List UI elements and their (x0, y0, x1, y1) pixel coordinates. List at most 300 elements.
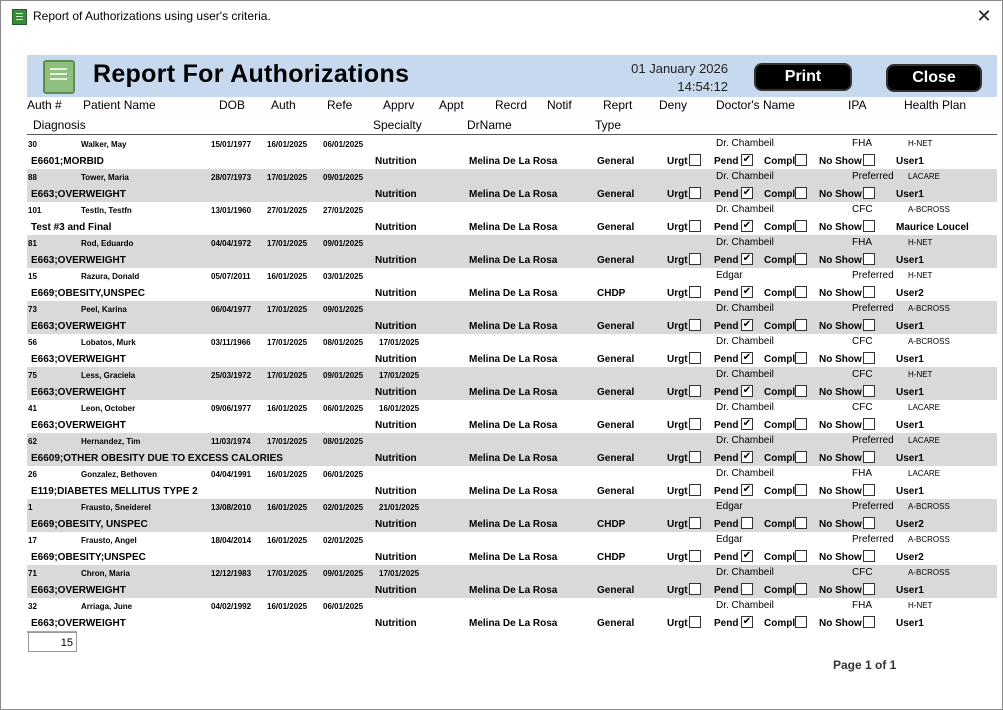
no-show-checkbox[interactable] (863, 286, 875, 298)
print-button[interactable]: Print (754, 63, 852, 91)
record-row (27, 499, 997, 532)
user-value: User1 (896, 189, 924, 200)
patient-name: Chron, Maria (81, 569, 130, 578)
record-count: 15 (28, 632, 77, 652)
auth-date: 16/01/2025 (267, 503, 308, 512)
drname: Melina De La Rosa (469, 387, 558, 398)
compl-checkbox[interactable] (795, 451, 807, 463)
no-show-checkbox[interactable] (863, 517, 875, 529)
dob-value: 18/04/2014 (211, 536, 252, 545)
header-divider (27, 134, 997, 135)
diagnosis: E669;OBESITY;UNSPEC (31, 552, 146, 563)
no-show-label: No Show (819, 387, 862, 398)
patient-name: Tower, Maria (81, 173, 129, 182)
diagnosis: Test #3 and Final (31, 222, 112, 233)
no-show-checkbox[interactable] (863, 418, 875, 430)
compl-checkbox[interactable] (795, 154, 807, 166)
type-value: General (597, 387, 635, 398)
urgt-checkbox[interactable] (689, 550, 701, 562)
record-row (27, 268, 997, 301)
patient-name: Rod, Eduardo (81, 239, 134, 248)
urgt-checkbox[interactable] (689, 352, 701, 364)
patient-name: Leon, October (81, 404, 136, 413)
pend-checkbox[interactable]: ✔ (742, 187, 752, 198)
auth-number: 1 (28, 503, 33, 512)
doctor-name: Dr. Chambeil (716, 336, 774, 347)
urgt-label: Urgt (667, 453, 688, 464)
type-value: General (597, 420, 635, 431)
dob-value: 05/07/2011 (211, 272, 251, 281)
col-header-auth-num: Auth # (27, 98, 62, 112)
urgt-label: Urgt (667, 420, 688, 431)
urgt-checkbox[interactable] (689, 187, 701, 199)
pend-label: Pend (714, 552, 739, 563)
compl-label: Compl (764, 618, 796, 629)
urgt-label: Urgt (667, 156, 688, 167)
no-show-label: No Show (819, 255, 862, 266)
apprv-date: 17/01/2025 (379, 338, 420, 347)
pend-checkbox[interactable]: ✔ (742, 451, 752, 462)
col-header-appt: Appt (439, 98, 464, 112)
specialty: Nutrition (375, 585, 417, 596)
doctor-name: Dr. Chambeil (716, 435, 774, 446)
refe-date: 06/01/2025 (323, 140, 364, 149)
record-row (27, 136, 997, 169)
no-show-label: No Show (819, 321, 862, 332)
pend-label: Pend (714, 519, 739, 530)
patient-name: Gonzalez, Bethoven (81, 470, 158, 479)
urgt-label: Urgt (667, 189, 688, 200)
patient-name: Hernandez, Tim (81, 437, 141, 446)
auth-number: 88 (28, 173, 37, 182)
auth-date: 17/01/2025 (267, 239, 308, 248)
diagnosis: E6601;MORBID (31, 156, 104, 167)
patient-name: Frausto, Angel (81, 536, 137, 545)
doctor-name: Dr. Chambeil (716, 171, 774, 182)
specialty: Nutrition (375, 486, 417, 497)
compl-checkbox[interactable] (795, 253, 807, 265)
ipa-value: CFC (852, 369, 873, 380)
no-show-checkbox[interactable] (863, 154, 875, 166)
dob-value: 13/08/2010 (211, 503, 252, 512)
auth-date: 17/01/2025 (267, 338, 308, 347)
urgt-label: Urgt (667, 519, 688, 530)
drname: Melina De La Rosa (469, 552, 558, 563)
refe-date: 06/01/2025 (323, 404, 364, 413)
type-value: General (597, 189, 635, 200)
compl-checkbox[interactable] (795, 550, 807, 562)
dob-value: 04/04/1991 (211, 470, 252, 479)
compl-label: Compl (764, 255, 796, 266)
doctor-name: Dr. Chambeil (716, 567, 774, 578)
diagnosis: E663;OVERWEIGHT (31, 585, 126, 596)
urgt-checkbox[interactable] (689, 616, 701, 628)
doctor-name: Edgar (716, 501, 743, 512)
window-close-icon[interactable]: ✕ (976, 6, 992, 26)
user-value: User1 (896, 486, 924, 497)
type-value: General (597, 354, 635, 365)
compl-checkbox[interactable] (795, 220, 807, 232)
ipa-value: CFC (852, 204, 873, 215)
diagnosis: E663;OVERWEIGHT (31, 387, 126, 398)
pend-label: Pend (714, 222, 739, 233)
no-show-checkbox[interactable] (863, 583, 875, 595)
pend-checkbox[interactable]: ✔ (742, 418, 752, 429)
pend-label: Pend (714, 189, 739, 200)
refe-date: 09/01/2025 (323, 569, 364, 578)
col-header-ipa: IPA (848, 98, 867, 112)
auth-date: 17/01/2025 (267, 437, 308, 446)
refe-date: 06/01/2025 (323, 602, 364, 611)
patient-name: Lobatos, Murk (81, 338, 136, 347)
diagnosis: E669;OBESITY, UNSPEC (31, 519, 148, 530)
col-header-auth: Auth (271, 98, 296, 112)
report-time: 14:54:12 (677, 79, 728, 94)
compl-checkbox[interactable] (795, 583, 807, 595)
compl-checkbox[interactable] (795, 616, 807, 628)
apprv-date: 16/01/2025 (379, 404, 420, 413)
no-show-checkbox[interactable] (863, 319, 875, 331)
specialty: Nutrition (375, 519, 417, 530)
urgt-checkbox[interactable] (689, 583, 701, 595)
auth-number: 73 (28, 305, 37, 314)
report-app-icon (12, 9, 27, 25)
auth-date: 16/01/2025 (267, 404, 308, 413)
pend-label: Pend (714, 387, 739, 398)
page-indicator: Page 1 of 1 (833, 658, 897, 672)
auth-date: 17/01/2025 (267, 569, 308, 578)
record-row (27, 565, 997, 598)
diagnosis: E663;OVERWEIGHT (31, 420, 126, 431)
drname: Melina De La Rosa (469, 486, 558, 497)
drname: Melina De La Rosa (469, 519, 558, 530)
col-header-reprt: Reprt (603, 98, 633, 112)
refe-date: 09/01/2025 (323, 305, 364, 314)
health-plan: A-BCROSS (908, 502, 950, 511)
record-row (27, 400, 997, 433)
ipa-value: CFC (852, 402, 873, 413)
patient-name: Peel, Karina (81, 305, 127, 314)
auth-number: 41 (28, 404, 37, 413)
pend-checkbox[interactable] (741, 517, 753, 529)
urgt-label: Urgt (667, 486, 688, 497)
doctor-name: Dr. Chambeil (716, 468, 774, 479)
diagnosis: E663;OVERWEIGHT (31, 354, 126, 365)
health-plan: A-BCROSS (908, 205, 950, 214)
compl-checkbox[interactable] (795, 352, 807, 364)
drname: Melina De La Rosa (469, 420, 558, 431)
urgt-checkbox[interactable] (689, 484, 701, 496)
record-row (27, 301, 997, 334)
no-show-label: No Show (819, 222, 862, 233)
refe-date: 06/01/2025 (323, 470, 364, 479)
urgt-label: Urgt (667, 222, 688, 233)
health-plan: H-NET (908, 370, 933, 379)
no-show-checkbox[interactable] (863, 253, 875, 265)
col-header-type: Type (595, 118, 622, 132)
col-header-doctors-name: Doctor's Name (716, 98, 795, 112)
drname: Melina De La Rosa (469, 255, 558, 266)
pend-checkbox[interactable]: ✔ (742, 154, 752, 165)
health-plan: LACARE (908, 172, 941, 181)
diagnosis: E6609;OTHER OBESITY DUE TO EXCESS CALORIES (31, 453, 283, 464)
patient-name: Arriaga, June (81, 602, 133, 611)
urgt-checkbox[interactable] (689, 220, 701, 232)
auth-number: 56 (28, 338, 37, 347)
pend-checkbox[interactable]: ✔ (742, 385, 752, 396)
compl-label: Compl (764, 354, 796, 365)
drname: Melina De La Rosa (469, 321, 558, 332)
user-value: User1 (896, 453, 924, 464)
type-value: General (597, 585, 635, 596)
dob-value: 03/11/1966 (211, 338, 251, 347)
record-row (27, 466, 997, 499)
pend-label: Pend (714, 486, 739, 497)
type-value: General (597, 453, 635, 464)
drname: Melina De La Rosa (469, 618, 558, 629)
col-header-recrd: Recrd (495, 98, 528, 112)
pend-label: Pend (714, 288, 739, 299)
urgt-label: Urgt (667, 321, 688, 332)
no-show-label: No Show (819, 552, 862, 563)
doctor-name: Edgar (716, 534, 743, 545)
urgt-checkbox[interactable] (689, 418, 701, 430)
compl-label: Compl (764, 552, 796, 563)
user-value: User1 (896, 618, 924, 629)
compl-label: Compl (764, 420, 796, 431)
no-show-checkbox[interactable] (863, 220, 875, 232)
pend-checkbox[interactable]: ✔ (742, 484, 752, 495)
apprv-date: 21/01/2025 (379, 503, 420, 512)
dob-value: 15/01/1977 (211, 140, 252, 149)
no-show-checkbox[interactable] (863, 484, 875, 496)
health-plan: H-NET (908, 271, 933, 280)
patient-name: Less, Graciela (81, 371, 136, 380)
no-show-checkbox[interactable] (863, 352, 875, 364)
no-show-label: No Show (819, 519, 862, 530)
drname: Melina De La Rosa (469, 156, 558, 167)
no-show-label: No Show (819, 420, 862, 431)
auth-number: 75 (28, 371, 37, 380)
doctor-name: Dr. Chambeil (716, 204, 774, 215)
specialty: Nutrition (375, 420, 417, 431)
no-show-checkbox[interactable] (863, 451, 875, 463)
patient-name: Testln, Testfn (81, 206, 132, 215)
report-header-band (27, 55, 997, 97)
ipa-value: FHA (852, 237, 872, 248)
urgt-checkbox[interactable] (689, 154, 701, 166)
pend-label: Pend (714, 420, 739, 431)
doctor-name: Dr. Chambeil (716, 600, 774, 611)
no-show-label: No Show (819, 189, 862, 200)
drname: Melina De La Rosa (469, 453, 558, 464)
urgt-checkbox[interactable] (689, 286, 701, 298)
compl-label: Compl (764, 585, 796, 596)
pend-checkbox[interactable] (741, 583, 753, 595)
health-plan: LACARE (908, 469, 941, 478)
col-header-notif: Notif (547, 98, 572, 112)
urgt-label: Urgt (667, 585, 688, 596)
ipa-value: CFC (852, 567, 873, 578)
drname: Melina De La Rosa (469, 585, 558, 596)
compl-checkbox[interactable] (795, 484, 807, 496)
pend-checkbox[interactable]: ✔ (742, 616, 752, 627)
pend-checkbox[interactable]: ✔ (742, 286, 752, 297)
no-show-checkbox[interactable] (863, 187, 875, 199)
pend-label: Pend (714, 354, 739, 365)
user-value: User2 (896, 519, 924, 530)
auth-number: 30 (28, 140, 37, 149)
health-plan: A-BCROSS (908, 568, 950, 577)
record-row (27, 367, 997, 400)
user-value: User1 (896, 387, 924, 398)
dob-value: 25/03/1972 (211, 371, 252, 380)
health-plan: LACARE (908, 403, 941, 412)
record-row (27, 532, 997, 565)
diagnosis: E663;OVERWEIGHT (31, 321, 126, 332)
specialty: Nutrition (375, 453, 417, 464)
window-title: Report of Authorizations using user's criteria. (33, 9, 271, 23)
drname: Melina De La Rosa (469, 189, 558, 200)
dob-value: 09/06/1977 (211, 404, 252, 413)
auth-number: 17 (28, 536, 37, 545)
pend-checkbox[interactable]: ✔ (742, 253, 752, 264)
refe-date: 03/01/2025 (323, 272, 364, 281)
auth-date: 16/01/2025 (267, 272, 308, 281)
ipa-value: Preferred (852, 435, 894, 446)
auth-date: 16/01/2025 (267, 470, 308, 479)
auth-number: 26 (28, 470, 37, 479)
type-value: General (597, 222, 635, 233)
refe-date: 08/01/2025 (323, 437, 364, 446)
urgt-checkbox[interactable] (689, 451, 701, 463)
health-plan: A-BCROSS (908, 304, 950, 313)
refe-date: 09/01/2025 (323, 371, 364, 380)
doctor-name: Dr. Chambeil (716, 138, 774, 149)
dob-value: 04/04/1972 (211, 239, 252, 248)
specialty: Nutrition (375, 255, 417, 266)
specialty: Nutrition (375, 321, 417, 332)
no-show-checkbox[interactable] (863, 616, 875, 628)
record-row (27, 202, 997, 235)
compl-checkbox[interactable] (795, 385, 807, 397)
compl-checkbox[interactable] (795, 286, 807, 298)
type-value: General (597, 618, 635, 629)
doctor-name: Dr. Chambeil (716, 303, 774, 314)
compl-checkbox[interactable] (795, 418, 807, 430)
ipa-value: Preferred (852, 303, 894, 314)
user-value: User1 (896, 321, 924, 332)
type-value: CHDP (597, 552, 626, 563)
user-value: Maurice Loucel (896, 222, 969, 233)
auth-date: 17/01/2025 (267, 173, 308, 182)
pend-label: Pend (714, 255, 739, 266)
auth-number: 32 (28, 602, 37, 611)
no-show-checkbox[interactable] (863, 385, 875, 397)
refe-date: 09/01/2025 (323, 239, 364, 248)
dob-value: 12/12/1983 (211, 569, 252, 578)
auth-date: 16/01/2025 (267, 602, 308, 611)
pend-checkbox[interactable]: ✔ (742, 319, 752, 330)
health-plan: H-NET (908, 139, 933, 148)
report-logo-icon (43, 60, 75, 94)
col-header-specialty: Specialty (373, 118, 422, 132)
col-header-diagnosis: Diagnosis (33, 118, 86, 132)
auth-date: 17/01/2025 (267, 305, 308, 314)
urgt-checkbox[interactable] (689, 253, 701, 265)
no-show-label: No Show (819, 453, 862, 464)
col-header-deny: Deny (659, 98, 688, 112)
ipa-value: FHA (852, 468, 872, 479)
drname: Melina De La Rosa (469, 354, 558, 365)
col-header-dob: DOB (219, 98, 246, 112)
user-value: User1 (896, 156, 924, 167)
pend-checkbox[interactable]: ✔ (742, 550, 752, 561)
no-show-checkbox[interactable] (863, 550, 875, 562)
ipa-value: CFC (852, 336, 873, 347)
specialty: Nutrition (375, 618, 417, 629)
pend-checkbox[interactable]: ✔ (742, 220, 752, 231)
pend-label: Pend (714, 453, 739, 464)
compl-label: Compl (764, 222, 796, 233)
ipa-value: FHA (852, 600, 872, 611)
no-show-label: No Show (819, 585, 862, 596)
user-value: User2 (896, 552, 924, 563)
ipa-value: Preferred (852, 534, 894, 545)
pend-checkbox[interactable]: ✔ (742, 352, 752, 363)
user-value: User1 (896, 585, 924, 596)
compl-label: Compl (764, 486, 796, 497)
specialty: Nutrition (375, 552, 417, 563)
auth-date: 16/01/2025 (267, 140, 308, 149)
user-value: User2 (896, 288, 924, 299)
type-value: General (597, 321, 635, 332)
health-plan: LACARE (908, 436, 941, 445)
auth-number: 101 (28, 206, 42, 215)
urgt-checkbox[interactable] (689, 319, 701, 331)
urgt-label: Urgt (667, 387, 688, 398)
refe-date: 27/01/2025 (323, 206, 364, 215)
compl-checkbox[interactable] (795, 319, 807, 331)
col-header-refe: Refe (327, 98, 353, 112)
col-header-apprv: Apprv (383, 98, 415, 112)
pend-label: Pend (714, 618, 739, 629)
compl-checkbox[interactable] (795, 187, 807, 199)
col-header-health-plan: Health Plan (904, 98, 967, 112)
no-show-label: No Show (819, 156, 862, 167)
dob-value: 28/07/1973 (211, 173, 252, 182)
compl-label: Compl (764, 519, 796, 530)
compl-label: Compl (764, 453, 796, 464)
health-plan: A-BCROSS (908, 337, 950, 346)
compl-label: Compl (764, 321, 796, 332)
diagnosis: E119;DIABETES MELLITUS TYPE 2 (31, 486, 198, 497)
dob-value: 11/03/1974 (211, 437, 251, 446)
type-value: General (597, 255, 635, 266)
health-plan: A-BCROSS (908, 535, 950, 544)
record-row (27, 598, 997, 631)
urgt-checkbox[interactable] (689, 517, 701, 529)
compl-checkbox[interactable] (795, 517, 807, 529)
user-value: User1 (896, 255, 924, 266)
type-value: General (597, 156, 635, 167)
urgt-checkbox[interactable] (689, 385, 701, 397)
health-plan: H-NET (908, 238, 933, 247)
close-button[interactable]: Close (886, 64, 982, 92)
pend-label: Pend (714, 585, 739, 596)
apprv-date: 17/01/2025 (379, 569, 420, 578)
dob-value: 13/01/1960 (211, 206, 252, 215)
